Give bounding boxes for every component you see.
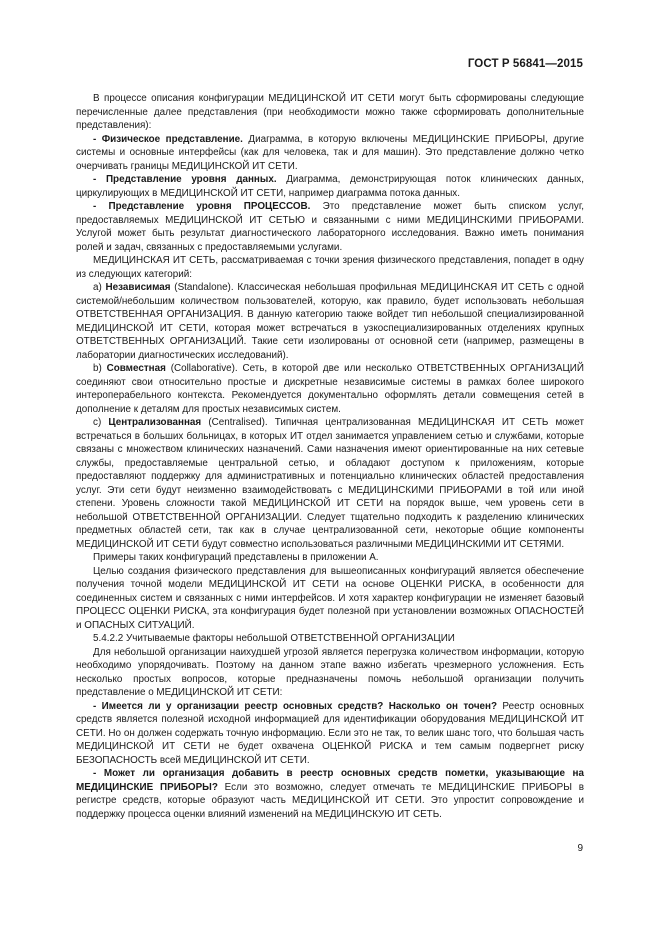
paragraph-register-marks: - Может ли организация добавить в реестр основных средств пометки, указывающие на МЕДИЦИНСКИЕ ПРИБОРЫ? Если это возможно, следует отмечать те МЕДИЦИНСКИЕ ПРИБОРЫ в регистре средств, которые образуют часть МЕДИЦИНСКОЙ ИТ СЕТИ. Это упростит сопровождение и поддержку процесса оценки влияний изменений на МЕДИЦИНСКУЮ ИТ СЕТЬ. <box>76 768 584 820</box>
paragraph-data-view: - Представление уровня данных. Диаграмма, демонстрирующая поток клинических данных, циркулирующих в МЕДИЦИНСКОЙ ИТ СЕТИ, например диаграмма потока данных. <box>76 174 584 199</box>
paragraph-process-view: - Представление уровня ПРОЦЕССОВ. Это представление может быть списком услуг, предоставляемых МЕДИЦИНСКОЙ ИТ СЕТЬЮ и связанными с ними МЕДИЦИНСКИМИ ПРИБОРАМИ. Услугой может быть результат диагностического лабораторного исследования. Важно иметь понимания ролей и задач, связанных с предоставляемыми услугами. <box>76 201 584 253</box>
paragraph-purpose: Целью создания физического представления для вышеописанных конфигураций является обеспечение получения точной модели МЕДИЦИНСКОЙ ИТ СЕТИ на основе ОЦЕНКИ РИСКА, в особенности для соединенных систем и связанных с ними интерфейсов. И хотя характер конфигурации не изменяет базовый ПРОЦЕСС ОЦЕНКИ РИСКА, эта конфигурация будет полезной при установлении возможных ОПАСНОСТЕЙ и ОПАСНЫХ СИТУАЦИЙ. <box>76 565 584 631</box>
paragraph-examples: Примеры таких конфигураций представлены в приложении А. <box>93 552 379 563</box>
document-body <box>76 92 584 821</box>
paragraph-asset-register: - Имеется ли у организации реестр основных средств? Насколько он точен? Реестр основных средств является полезной исходной информацией для идентификации оборудования МЕДИЦИНСКОЙ ИТ СЕТИ. Но он должен содержать точную информацию. Если это не так, то велик шанс того, что большая часть МЕДИЦИНСКОЙ ИТ СЕТИ не будет охвачена ОЦЕНКОЙ РИСКА и тем самым подвергнет риску БЕЗОПАСНОСТЬ всей МЕДИЦИНСКОЙ ИТ СЕТИ. <box>76 700 584 766</box>
page-number: 9 <box>577 843 583 854</box>
paragraph-collaborative: b) Совместная (Collaborative). Сеть, в которой две или несколько ОТВЕТСТВЕННЫХ ОРГАНИЗАЦИЙ соединяют свои относительно простые и дискретные независимые системы в рамках более широкого интероперабельного контекста. Рекомендуется документально оформлять детали совмещения сетей в дополнение к деталям для простых независимых систем. <box>76 363 584 415</box>
paragraph-small-org: Для небольшой организации наихудшей угрозой является перегрузка количеством информации, которую необходимо упорядочивать. Поэтому на данном этапе важно избегать чрезмерного усложнения. Есть несколько простых вопросов, которые предназначены помочь небольшой организации получить представление о МЕДИЦИНСКОЙ ИТ СЕТИ: <box>76 646 584 698</box>
paragraph-categories: МЕДИЦИНСКАЯ ИТ СЕТЬ, рассматриваемая с точки зрения физического представления, попадет в одну из следующих категорий: <box>76 255 584 280</box>
paragraph-intro: В процессе описания конфигурации МЕДИЦИНСКОЙ ИТ СЕТИ могут быть сформированы следующие перечисленные далее представления (при необходимости можно также сформировать дополнительные представления): <box>76 93 584 131</box>
section-heading-5-4-2-2: 5.4.2.2 Учитываемые факторы небольшой ОТВЕТСТВЕННОЙ ОРГАНИЗАЦИИ <box>93 633 455 644</box>
paragraph-physical-view: - Физическое представление. Диаграмма, в которую включены МЕДИЦИНСКИЕ ПРИБОРЫ, другие системы и основные интерфейсы (как для человека, так и для машин). Это представление должно четко очерчивать границы МЕДИЦИНСКОЙ ИТ СЕТИ. <box>76 133 584 172</box>
standard-designation: ГОСТ Р 56841—2015 <box>467 58 583 70</box>
paragraph-standalone: а) Независимая (Standalone). Классическая небольшая профильная МЕДИЦИНСКАЯ ИТ СЕТЬ с одной системой/небольшим количеством пользователей, которую, как правило, будет использовать небольшая ОТВЕТСТВЕННАЯ ОРГАНИЗАЦИЯ. В данную категорию также войдет тип небольшой специализированной МЕДИЦИНСКОЙ ИТ СЕТИ, которая может встречаться в узкоспециализированных отделениях крупных ОТВЕТСТВЕННЫХ ОРГАНИЗАЦИЙ. Такие сети изолированы от основной сети (например, размещены в лаборатории диагностических исследований). <box>76 282 584 361</box>
paragraph-centralised: с) Централизованная (Centralised). Типичная централизованная МЕДИЦИНСКАЯ ИТ СЕТЬ может встречаться в больших больницах, в которых ИТ отдел занимается управлением сетью и службами, которые связаны с множеством клинических назначений. Сами назначения имеют ориентированные на них сетевые службы, предоставляемые центральной сетью, и обладают доступом к приложениям, которые предоставляют поддержку для административных и потенциально клинических областей предоставления услуг. Эти сети будут неизменно взаимодействовать с МЕДИЦИНСКИМИ ПРИБОРАМИ в той или иной степени. Уровень сложности такой МЕДИЦИНСКОЙ ИТ СЕТИ на порядок выше, чем уровень сети в небольшой ОТВЕТСТВЕННОЙ ОРГАНИЗАЦИИ. Следует тщательно подходить к разделению клинических предметных областей сети, так как в случае централизованной сети, некоторые общие компоненты МЕДИЦИНСКОЙ ИТ СЕТИ будут совместно использоваться различными МЕДИЦИНСКИМИ ИТ СЕТЯМИ. <box>76 417 584 550</box>
